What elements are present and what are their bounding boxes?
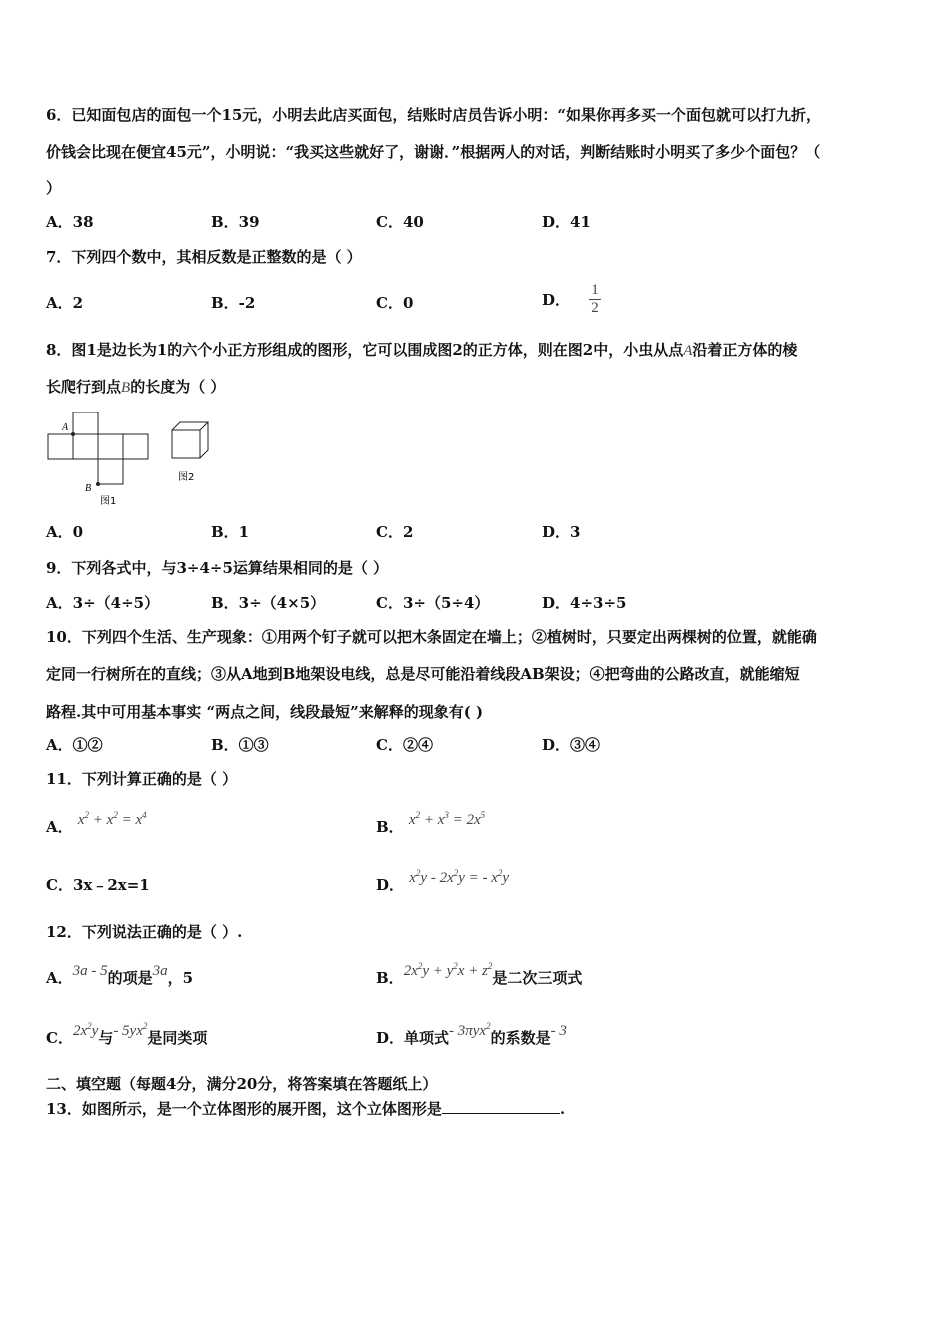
q6-line3: ） xyxy=(46,179,62,197)
q12-option-a xyxy=(46,963,194,988)
q9-option-d: D．4÷3÷5 xyxy=(542,594,627,612)
q11-option-b-formula: $x^2 + x^3 = 2x^5$ xyxy=(408,810,486,828)
q7-fraction xyxy=(589,282,601,317)
q7-option-c: C．0 xyxy=(376,294,414,312)
cube-side-face xyxy=(200,422,208,458)
point-a-label: A xyxy=(62,422,69,433)
q12-option-b-label: B． xyxy=(376,969,404,987)
q11-option-a-label: A． xyxy=(46,818,73,836)
q6-option-d: D．41 xyxy=(542,213,591,231)
q7-option-b: B．-2 xyxy=(211,294,256,312)
q11-option-b-label: B． xyxy=(376,818,404,836)
q12-option-a-end: ，5 xyxy=(167,969,194,987)
q7-option-d xyxy=(542,282,601,317)
q7-option-a: A．2 xyxy=(46,294,84,312)
q12-option-d xyxy=(376,1021,567,1048)
q7-stem: 7．下列四个数中，其相反数是正整数的是（ ） xyxy=(46,248,362,266)
q8-point-b: B xyxy=(121,380,131,396)
q7-option-d-label: D． xyxy=(542,291,571,309)
q10-line3: 路程.其中可用基本事实 “两点之间，线段最短”来解释的现象有( ) xyxy=(46,703,484,721)
q8-line1-text: 8．图1是边长为1的六个小正方形组成的图形，它可以围成图2的正方体，则在图2中，小虫从点 xyxy=(46,341,684,359)
net-square-2 xyxy=(73,434,98,459)
q10-option-b: B．①③ xyxy=(211,736,269,754)
q12-option-c-label: C． xyxy=(46,1029,73,1047)
net-square-4 xyxy=(123,434,148,459)
q7-fraction-den: 2 xyxy=(591,300,599,316)
q8-option-d: D．3 xyxy=(542,523,581,541)
q12-option-b-end: 是二次三项式 xyxy=(492,969,583,987)
q11-option-a xyxy=(46,810,147,837)
net-square-top xyxy=(73,412,98,434)
q13-stem xyxy=(46,1098,565,1119)
q12-option-c-end: 是同类项 xyxy=(147,1029,208,1047)
q9-stem: 9．下列各式中，与3÷4÷5运算结果相同的是（ ） xyxy=(46,559,389,577)
q12-option-a-term: 3a xyxy=(152,963,168,979)
q9-option-b: B．3÷（4×5） xyxy=(211,594,326,612)
q12-option-d-mid: 的系数是 xyxy=(490,1029,551,1047)
section2-heading: 二、填空题（每题4分，满分20分，将答案填在答题纸上） xyxy=(46,1075,438,1093)
point-b-label: B xyxy=(85,483,92,494)
figure-1-caption: 图1 xyxy=(100,496,117,507)
q8-line2-text: 长爬行到点 xyxy=(46,378,122,396)
q12-option-a-label: A． xyxy=(46,969,73,987)
q12-option-d-label: D．单项式 xyxy=(376,1029,450,1047)
q11-option-d-label: D． xyxy=(376,876,405,894)
net-square-3 xyxy=(98,434,123,459)
q8-line2-text-b: 的长度为（ ） xyxy=(130,378,226,396)
cube-top-face xyxy=(172,422,208,430)
q10-option-c: C．②④ xyxy=(376,736,433,754)
q10-line2: 定同一行树所在的直线；③从A地到B地架设电线，总是尽可能沿着线段AB架设；④把弯曲的公路改直，就能缩短 xyxy=(46,665,800,683)
q10-option-d: D．③④ xyxy=(542,736,601,754)
q11-option-a-formula: $x^2 + x^2 = x^4$ xyxy=(77,810,147,828)
q6-option-a: A．38 xyxy=(46,213,94,231)
net-square-1 xyxy=(48,434,73,459)
q11-stem: 11．下列计算正确的是（ ） xyxy=(46,770,238,788)
net-square-bottom xyxy=(98,459,123,484)
figure-2-caption: 图2 xyxy=(178,472,195,483)
q6-option-c: C．40 xyxy=(376,213,424,231)
q12-option-d-coef: - 3 xyxy=(550,1023,567,1039)
q6-line1: 6．已知面包店的面包一个15元，小明去此店买面包，结账时店员告诉小明：“如果你再多买一个面包就可以打九折， xyxy=(46,106,821,124)
point-a-dot xyxy=(71,432,75,436)
q13-answer-blank[interactable] xyxy=(442,1099,560,1114)
q12-option-b xyxy=(376,961,583,988)
q11-option-c: C．3x﹣2x=1 xyxy=(46,876,150,894)
q8-option-c: C．2 xyxy=(376,523,414,541)
q10-line1: 10．下列四个生活、生产现象：①用两个钉子就可以把木条固定在墙上；②植树时，只要定出两棵树的位置，就能确 xyxy=(46,628,817,646)
q13-end: . xyxy=(559,1100,566,1118)
point-b-dot xyxy=(96,482,100,486)
q8-point-a: A xyxy=(683,343,693,359)
q8-figure-2 xyxy=(168,420,214,486)
q6-line2: 价钱会比现在便宜45元”，小明说：“我买这些就好了，谢谢．”根据两人的对话，判断结账时小明买了多少个面包？（ xyxy=(46,143,821,161)
q13-text: 13．如图所示，是一个立体图形的展开图，这个立体图形是 xyxy=(46,1100,442,1118)
q9-option-a: A．3÷（4÷5） xyxy=(46,594,160,612)
q8-option-b: B．1 xyxy=(211,523,250,541)
q12-option-c-expr2: - $5yx^2$ xyxy=(113,1021,148,1039)
q12-option-a-expr: 3a - 5 xyxy=(72,963,108,979)
q10-option-a: A．①② xyxy=(46,736,103,754)
cube-front-face xyxy=(172,430,200,458)
q8-figure-1 xyxy=(40,412,158,510)
q6-option-b: B．39 xyxy=(211,213,260,231)
q7-fraction-num: 1 xyxy=(591,282,599,298)
q12-stem: 12．下列说法正确的是（ ）. xyxy=(46,923,243,941)
q12-option-c xyxy=(46,1021,208,1048)
q12-option-d-expr: - 3πyx$^2$ xyxy=(449,1021,491,1039)
q12-option-c-mid: 与 xyxy=(98,1029,114,1047)
q8-line2 xyxy=(46,376,225,397)
q11-option-b xyxy=(376,810,486,837)
q8-line1-text-b: 沿着正方体的棱 xyxy=(692,341,798,359)
q12-option-c-expr1: $2x^2y$ xyxy=(72,1021,99,1039)
q8-line1 xyxy=(46,339,797,360)
q9-option-c: C．3÷（5÷4） xyxy=(376,594,490,612)
q12-option-b-expr: $2x^2y + y^2x + z^2$ xyxy=(403,961,493,979)
q11-option-d-formula: $x^2y - 2x^2y$ = - $x^2y$ xyxy=(409,868,510,886)
q11-option-d xyxy=(376,868,510,895)
q8-option-a: A．0 xyxy=(46,523,84,541)
q12-option-a-mid: 的项是 xyxy=(107,969,153,987)
